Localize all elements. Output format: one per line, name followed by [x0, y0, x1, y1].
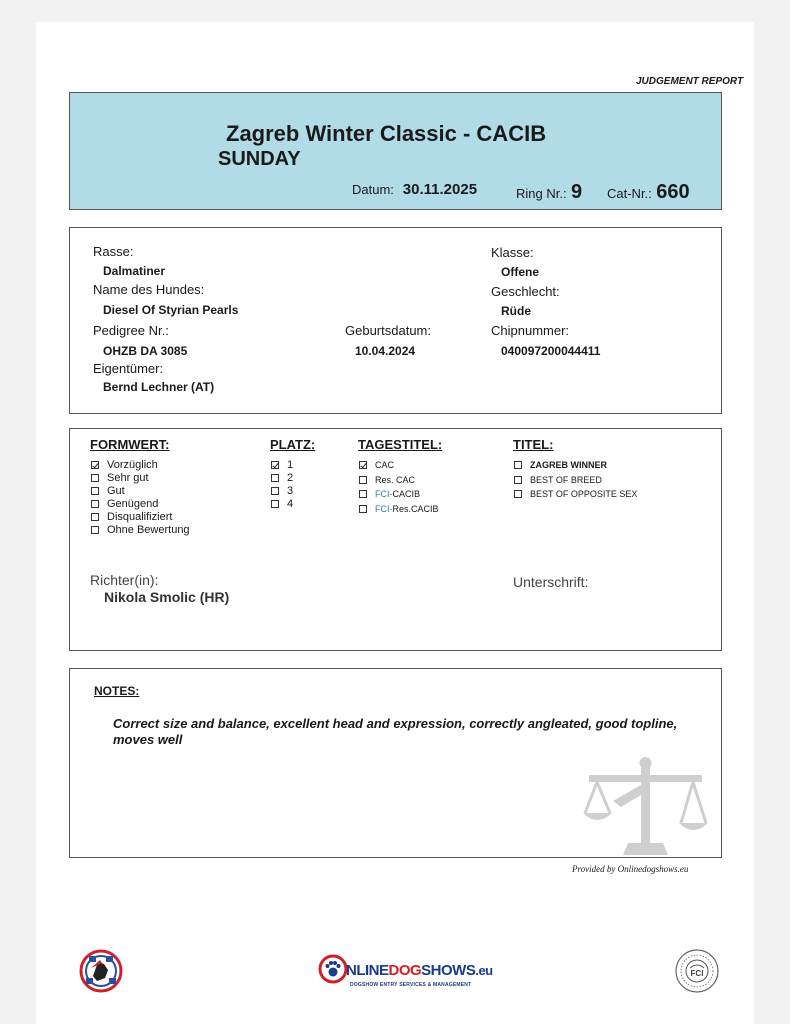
platz-heading: PLATZ: [270, 437, 316, 452]
platz-option [271, 471, 293, 484]
titel-option [514, 487, 637, 502]
formwert-option-label: Gut [107, 484, 125, 497]
formwert-option-label: Vorzüglich [107, 458, 158, 471]
formwert-option-label: Disqualifiziert [107, 510, 173, 523]
chip-value: 040097200044411 [501, 344, 601, 358]
checkbox-icon [91, 487, 99, 495]
birth-value: 10.04.2024 [355, 344, 416, 358]
formwert-option-label: Sehr gut [107, 471, 149, 484]
formwert-option [91, 510, 190, 523]
fci-prefix: FCI- [375, 503, 393, 514]
titel-option [514, 458, 637, 473]
dog-name-label: Name des Hundes: [93, 282, 205, 297]
tagestitel-option-label: CAC [375, 460, 395, 471]
checkbox-icon [91, 526, 99, 534]
platz-option [271, 458, 293, 471]
tagestitel-option [359, 473, 439, 488]
signature-label: Unterschrift: [513, 574, 589, 590]
ring-value: 9 [571, 181, 583, 203]
pedigree-value: OHZB DA 3085 [103, 344, 188, 358]
tagestitel-heading: TAGESTITEL: [358, 437, 443, 452]
titel-option-label: BEST OF BREED [530, 474, 602, 485]
tagestitel-option-label: CACIB [392, 489, 421, 500]
sex-value: Rüde [501, 304, 531, 318]
event-title: Zagreb Winter Classic - CACIB [226, 121, 547, 146]
class-label: Klasse: [491, 245, 534, 260]
platz-option [271, 484, 293, 497]
titel-options [514, 458, 637, 502]
tagestitel-option [359, 502, 439, 517]
formwert-option [91, 458, 190, 471]
tagestitel-options [359, 458, 439, 516]
notes-heading: NOTES: [94, 684, 140, 698]
birth-label: Geburtsdatum: [345, 323, 431, 338]
formwert-heading: FORMWERT: [90, 437, 170, 452]
chip-label: Chipnummer: [491, 323, 570, 338]
checkbox-icon [359, 490, 367, 498]
checkbox-icon [359, 476, 367, 484]
checked-checkbox-icon [91, 461, 99, 469]
formwert-option [91, 471, 190, 484]
provided-by: Provided by Onlinedogshows.eu [572, 864, 689, 874]
owner-value: Bernd Lechner (AT) [103, 380, 215, 394]
formwert-option [91, 523, 190, 536]
owner-label: Eigentümer: [93, 361, 164, 376]
tagestitel-option [359, 487, 439, 502]
titel-heading: TITEL: [513, 437, 554, 452]
formwert-option-label: Genügend [107, 497, 159, 510]
cat-field: Cat-Nr.: 660 [607, 181, 690, 203]
event-header [69, 92, 722, 210]
fci-logo-icon [674, 948, 720, 994]
tagestitel-option [359, 458, 439, 473]
kennel-club-logo-icon [78, 948, 124, 994]
breed-value: Dalmatiner [103, 264, 166, 278]
checkbox-icon [514, 490, 522, 498]
breed-label: Rasse: [93, 244, 134, 259]
scales-of-justice-icon [583, 755, 708, 855]
paw-icon [318, 954, 348, 984]
checkbox-icon [271, 487, 279, 495]
formwert-options [91, 458, 190, 536]
sex-label: Geschlecht: [491, 284, 560, 299]
formwert-option [91, 484, 190, 497]
dog-name-value: Diesel Of Styrian Pearls [103, 303, 239, 317]
checkbox-icon [271, 500, 279, 508]
checkbox-icon [91, 474, 99, 482]
checkbox-icon [514, 476, 522, 484]
pedigree-label: Pedigree Nr.: [93, 323, 169, 338]
checkbox-icon [514, 461, 522, 469]
class-value: Offene [501, 265, 540, 279]
checked-checkbox-icon [359, 461, 367, 469]
tagestitel-option-label: Res.CACIB [392, 503, 439, 514]
platz-option-label: 4 [287, 497, 294, 510]
notes-text: Correct size and balance, excellent head and expression, correctly angleated, good topline, moves well [113, 716, 678, 747]
checkbox-icon [271, 474, 279, 482]
platz-option-label: 3 [287, 484, 294, 497]
fci-prefix: FCI- [375, 489, 393, 500]
checkbox-icon [91, 513, 99, 521]
titel-option [514, 473, 637, 488]
judgement-section [69, 428, 722, 651]
event-day: SUNDAY [218, 148, 301, 170]
checkbox-icon [359, 505, 367, 513]
ring-field: Ring Nr.: 9 [516, 181, 583, 203]
platz-option [271, 497, 293, 510]
report-page: JUDGEMENT REPORT Zagreb Winter Classic - CACIB SUNDAY Datum: 30.11.2025 Ring Nr.: 9 Cat-Nr.: 660 Rasse: Dalmatiner Name des Hundes: Diesel Of Styrian Pearls Pedigree Nr.: OHZB DA 3085 Eigentümer: Bernd Lechner (AT) Geburtsdatum: 10.04.2024 Klasse: Offene Geschlecht: Rüde Chipnummer: 040097200044411 FORMWERT: Vorzüglich Sehr gut Gut Genügend Disqualifiziert Ohne Bewertung PLATZ: 1 2 3 4 TAGESTITEL: CAC Res. CAC FCI- CACIB FCI- Res.CACIB TITEL: ZAGREB WINNER BEST OF BREED BEST OF OPPOSITE SEX Richter(in): Nikola Smolic (HR) Unterschrift: NOTES: Correct size and balance, excellent head and expression, correctly angleated, good topline, moves well Provided by Onlinedogshows.eu NLINEDOGSHOWS.eu DOGSHOW ENTRY SERVICES & MANAGEMENT FCI [36, 22, 754, 1024]
platz-option-label: 2 [287, 471, 294, 484]
svg-text:FCI: FCI [690, 969, 704, 978]
dog-details [69, 227, 722, 414]
judge-label: Richter(in): [90, 572, 159, 588]
checkbox-icon [91, 500, 99, 508]
platz-option-label: 1 [287, 458, 294, 471]
formwert-option-label: Ohne Bewertung [107, 523, 190, 536]
date-value: 30.11.2025 [402, 181, 478, 198]
judge-value: Nikola Smolic (HR) [104, 589, 230, 605]
cat-value: 660 [656, 181, 690, 203]
date-field: Datum: 30.11.2025 [352, 181, 478, 198]
notes-section [69, 668, 722, 858]
checked-checkbox-icon [271, 461, 279, 469]
tagestitel-option-label: Res. CAC [375, 474, 416, 485]
titel-option-label: ZAGREB WINNER [530, 460, 607, 471]
formwert-option [91, 497, 190, 510]
report-label: JUDGEMENT REPORT [636, 76, 744, 87]
platz-options [271, 458, 293, 510]
titel-option-label: BEST OF OPPOSITE SEX [530, 489, 638, 500]
